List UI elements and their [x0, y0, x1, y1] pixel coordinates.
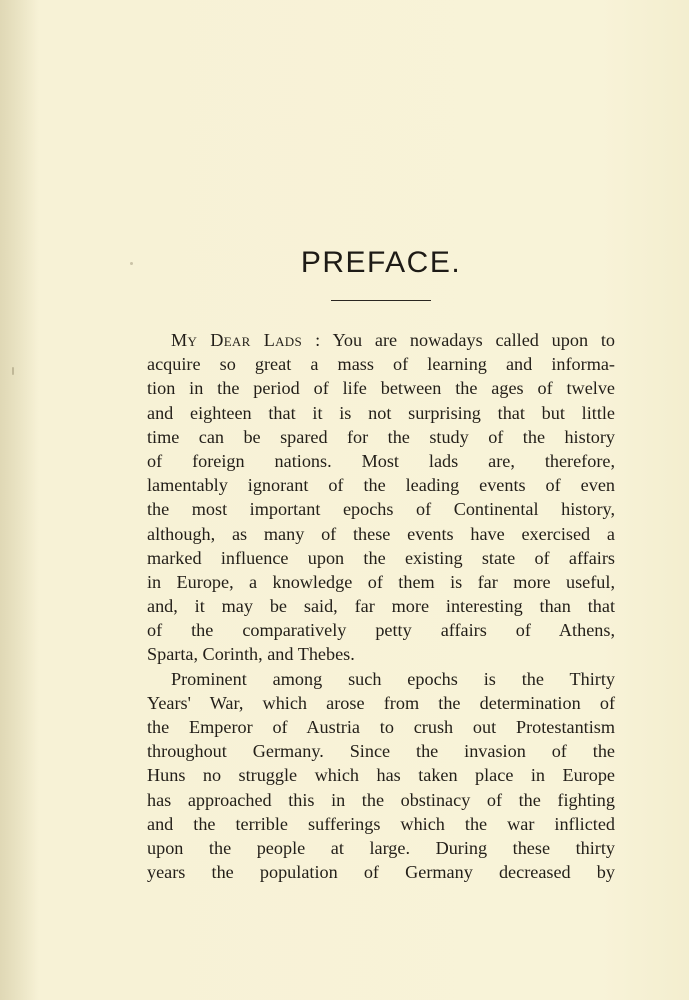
text-line: years the population of Germany decreased by — [147, 862, 615, 883]
text-line: marked influence upon the existing state of affairs — [147, 547, 615, 568]
text-line — [147, 328, 615, 352]
text-line: has approached this in the obstinacy of the fighting — [147, 789, 615, 810]
paper-mark — [12, 367, 14, 375]
text-line: time can be spared for the study of the history — [147, 426, 615, 447]
text-line-content: You are nowadays called upon to — [320, 330, 615, 350]
text-line: of the comparatively petty affairs of Athens, — [147, 620, 615, 641]
text-line: in Europe, a knowledge of them is far more useful, — [147, 571, 615, 592]
text-line: the Emperor of Austria to crush out Protestantism — [147, 717, 615, 737]
text-line: lamentably ignorant of the leading events of even — [147, 475, 615, 496]
text-line: of foreign nations. Most lads are, therefore, — [147, 450, 615, 471]
text-line: Sparta, Corinth, and Thebes. — [147, 644, 355, 665]
text-line: and eighteen that it is not surprising that but little — [147, 402, 615, 423]
text-line: and the terrible sufferings which the war inflicted — [147, 813, 615, 834]
text-line: upon the people at large. During these thirty — [147, 837, 615, 858]
text-line: although, as many of these events have exercised a — [147, 523, 615, 544]
text-line: the most important epochs of Continental history, — [147, 499, 615, 520]
preface-text — [147, 328, 615, 884]
text-line: Years' War, which arose from the determination of — [147, 692, 615, 713]
salutation: My Dear Lads : — [171, 330, 321, 350]
text-line: throughout Germany. Since the invasion of the — [147, 741, 615, 762]
title-rule — [331, 300, 431, 301]
page-title: PREFACE. — [300, 246, 462, 279]
page-gutter-shadow — [0, 0, 38, 1000]
text-line: Huns no struggle which has taken place in Europe — [147, 765, 615, 786]
text-line: tion in the period of life between the ages of twelve — [147, 378, 615, 399]
text-line: Prominent among such epochs is the Thirty — [171, 668, 615, 689]
text-line: and, it may be said, far more interesting than that — [147, 596, 615, 617]
text-line: acquire so great a mass of learning and informa- — [147, 354, 615, 375]
